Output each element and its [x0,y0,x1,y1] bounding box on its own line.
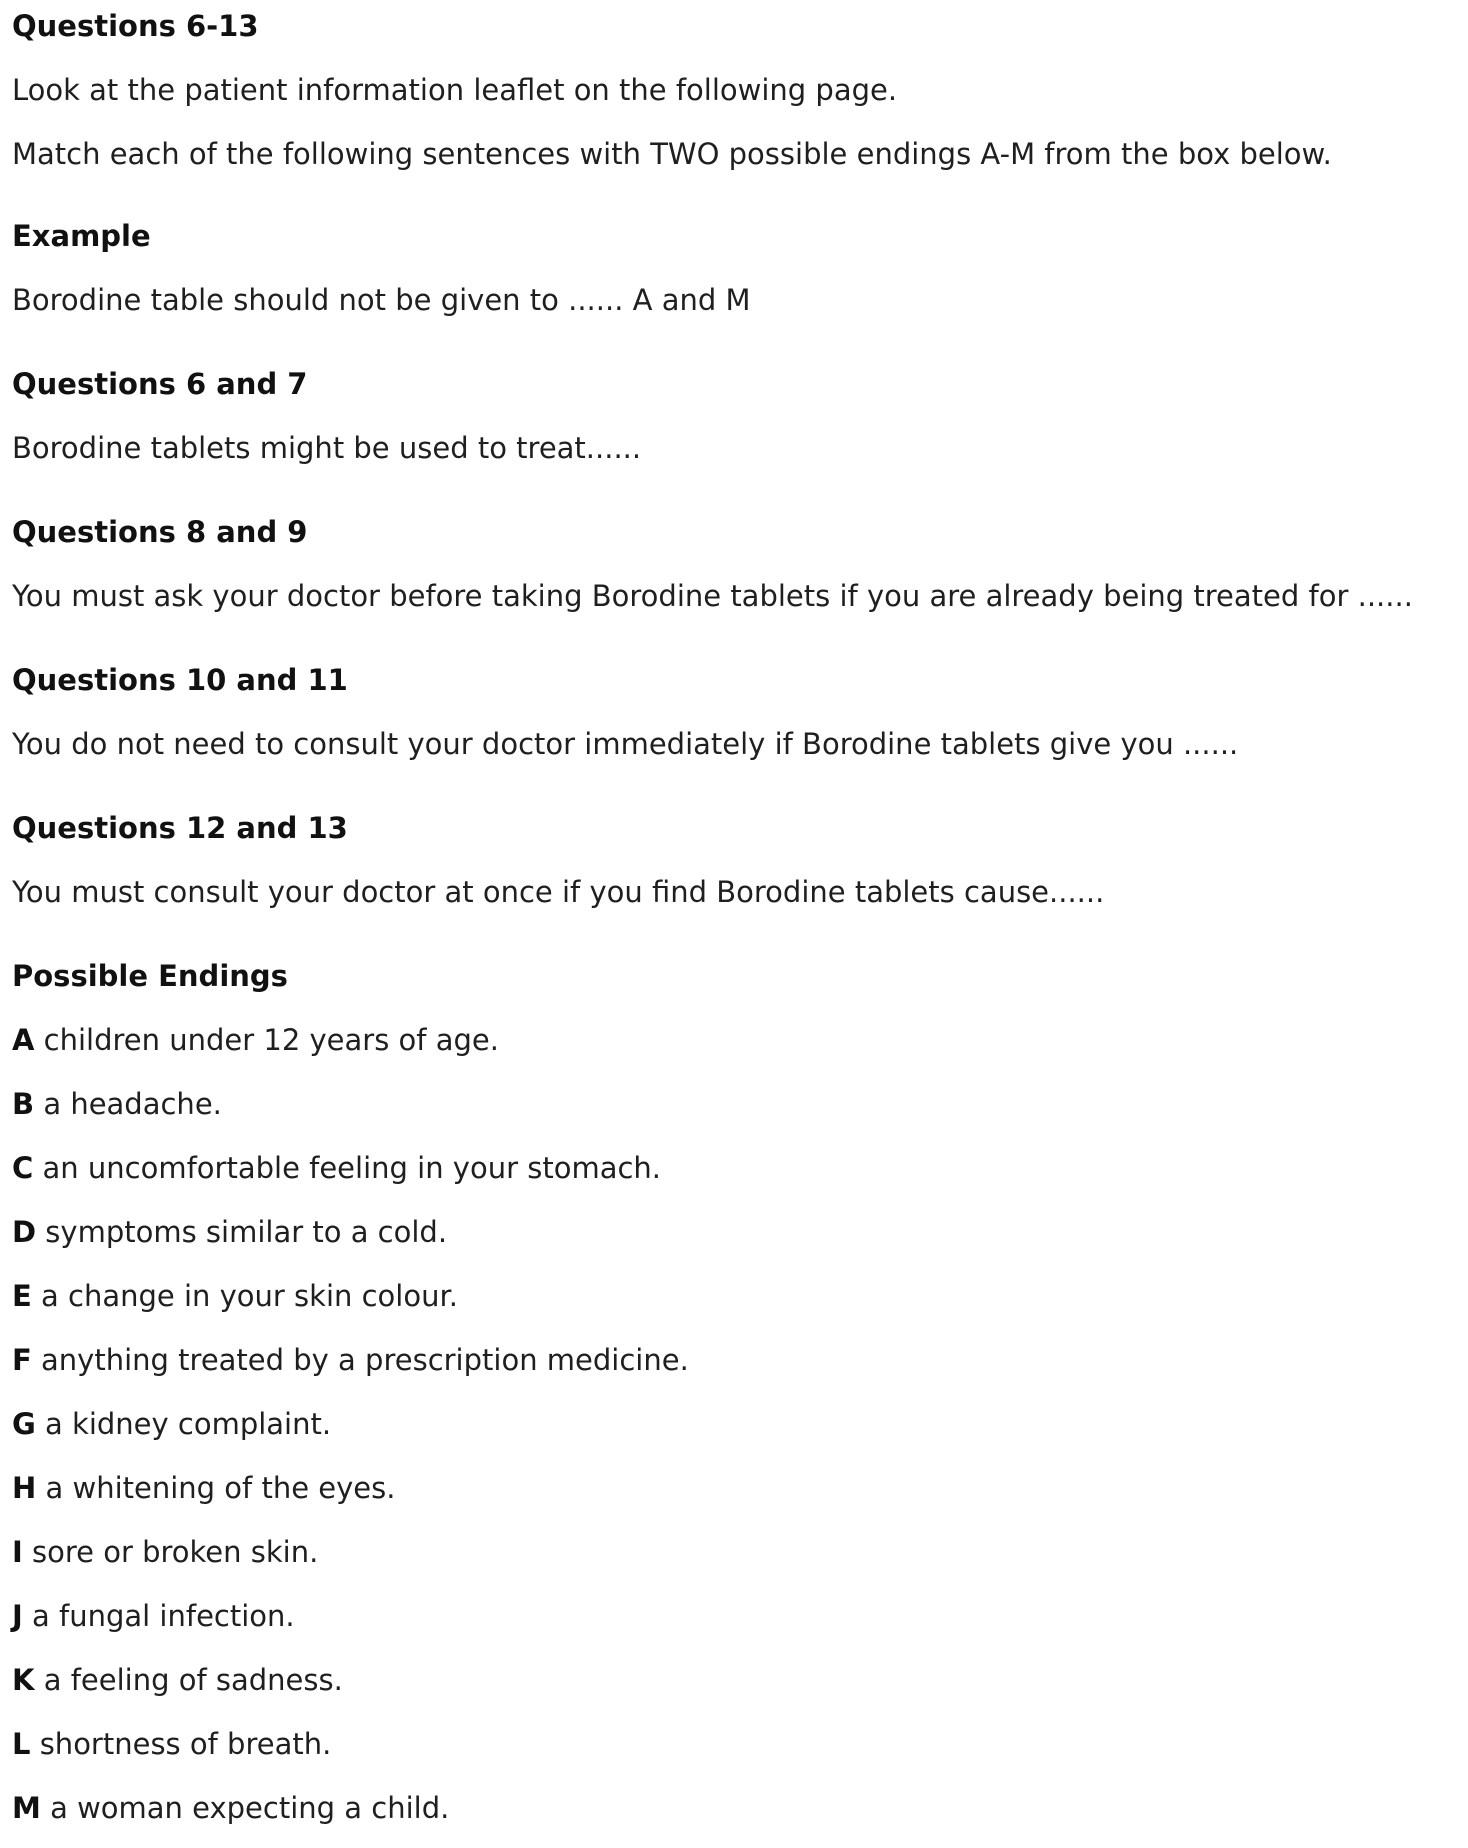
ending-item-l [12,1726,331,1762]
ending-text: a headache. [43,1087,222,1121]
ending-text: a fungal infection. [32,1599,295,1633]
ending-text: sore or broken skin. [32,1535,319,1569]
ending-text: a kidney complaint. [45,1407,332,1441]
question-heading-12-13: Questions 12 and 13 [12,811,348,845]
ending-letter: M [12,1791,41,1825]
ending-text: shortness of breath. [39,1727,332,1761]
ending-item-i [12,1534,318,1570]
question-text-8-9: You must ask your doctor before taking Borodine tablets if you are already being treated for ...... [12,579,1413,613]
ending-letter: K [12,1663,35,1697]
question-heading-8-9: Questions 8 and 9 [12,515,308,549]
example-heading: Example [12,219,151,253]
intro-line-1: Look at the patient information leaflet on the following page. [12,73,898,107]
endings-heading: Possible Endings [12,959,288,993]
page-title: Questions 6-13 [12,9,259,43]
ending-letter: C [12,1151,34,1185]
ending-item-k [12,1662,343,1698]
ending-text: an uncomfortable feeling in your stomach. [42,1151,662,1185]
ending-item-g [12,1406,331,1442]
ending-letter: F [12,1343,32,1377]
question-text-10-11: You do not need to consult your doctor immediately if Borodine tablets give you ...... [12,727,1239,761]
ending-text: a woman expecting a child. [50,1791,450,1825]
ending-item-m [12,1790,449,1826]
question-text-6-7: Borodine tablets might be used to treat...... [12,431,642,465]
ending-item-a [12,1022,499,1058]
ending-letter: H [12,1471,37,1505]
ending-letter: G [12,1407,36,1441]
ending-item-h [12,1470,395,1506]
ending-item-j [12,1598,295,1634]
question-heading-10-11: Questions 10 and 11 [12,663,348,697]
question-text-12-13: You must consult your doctor at once if you find Borodine tablets cause...... [12,875,1105,909]
ending-letter: E [12,1279,32,1313]
ending-letter: J [12,1599,23,1633]
ending-item-f [12,1342,689,1378]
ending-letter: D [12,1215,37,1249]
ending-item-d [12,1214,447,1250]
ending-text: anything treated by a prescription medicine. [41,1343,689,1377]
ending-text: a feeling of sadness. [43,1663,343,1697]
ending-letter: B [12,1087,35,1121]
ending-text: a whitening of the eyes. [45,1471,396,1505]
intro-line-2: Match each of the following sentences with TWO possible endings A-M from the box below. [12,137,1332,171]
ending-item-b [12,1086,222,1122]
ending-text: children under 12 years of age. [43,1023,499,1057]
ending-item-e [12,1278,458,1314]
question-heading-6-7: Questions 6 and 7 [12,367,308,401]
ending-letter: A [12,1023,35,1057]
ending-letter: I [12,1535,23,1569]
ending-item-c [12,1150,661,1186]
ending-letter: L [12,1727,31,1761]
example-text: Borodine table should not be given to ...... A and M [12,283,751,317]
ending-text: a change in your skin colour. [41,1279,458,1313]
ending-text: symptoms similar to a cold. [45,1215,448,1249]
